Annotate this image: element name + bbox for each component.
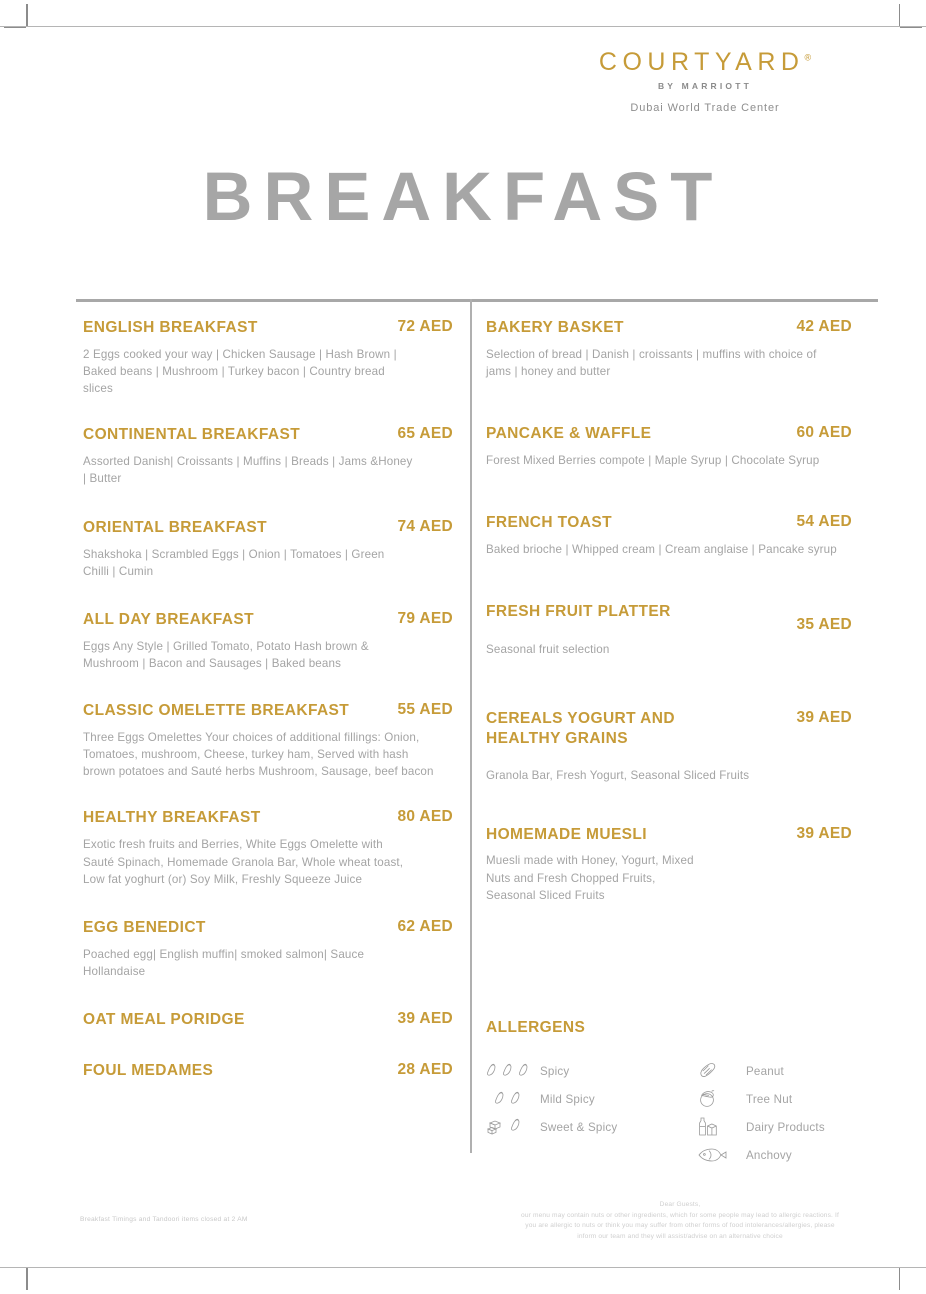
- allergens-column-right: [696, 1057, 876, 1169]
- menu-item-name: ENGLISH BREAKFAST: [83, 319, 258, 336]
- menu-item-price: 80 AED: [397, 808, 453, 826]
- allergen-label: Tree Nut: [746, 1092, 793, 1106]
- menu-item: [486, 318, 852, 380]
- menu-item-description: Eggs Any Style | Grilled Tomato, Potato Hash brown & Mushroom | Bacon and Sausages | Baked beans: [83, 639, 369, 670]
- allergen-label: Dairy Products: [746, 1120, 825, 1134]
- allergen-row: [696, 1085, 876, 1113]
- header-divider: [76, 299, 878, 302]
- menu-item-price: 62 AED: [397, 917, 453, 935]
- menu-item: [83, 1061, 453, 1082]
- allergen-row: [486, 1057, 696, 1085]
- disclaimer-line: you are allergic to nuts or think you may suffer from other forms of food intolerances/allergies, please: [525, 1222, 835, 1230]
- menu-item-header: [486, 318, 852, 339]
- menu-item-header: [486, 602, 852, 634]
- menu-item-price: 39 AED: [796, 824, 852, 842]
- menu-item-price: 60 AED: [796, 424, 852, 442]
- menu-item-description: Muesli made with Honey, Yogurt, Mixed Nuts and Fresh Chopped Fruits, Seasonal Sliced Fruits: [486, 854, 694, 902]
- menu-item-description: Forest Mixed Berries compote | Maple Syrup | Chocolate Syrup: [486, 454, 820, 468]
- sugar-chili-icon: [486, 1116, 540, 1138]
- brand-wordmark: [599, 48, 811, 77]
- menu-item-price: 35 AED: [796, 616, 852, 634]
- allergen-label: Spicy: [540, 1064, 570, 1078]
- page-edge-rule-bottom: [0, 1267, 926, 1268]
- disclaimer-line: Dear Guests,: [659, 1201, 701, 1208]
- disclaimer-line: inform our team and they will assist/advise on an alternative choice: [577, 1233, 783, 1241]
- crop-mark-bottom-left-v: [26, 1268, 28, 1290]
- menu-item-header: [486, 709, 852, 751]
- menu-item-description: Seasonal fruit selection: [486, 643, 610, 657]
- menu-item-header: [83, 610, 453, 631]
- acorn-icon: [696, 1088, 746, 1110]
- menu-item-price: 79 AED: [397, 609, 453, 627]
- menu-item-price: 65 AED: [397, 425, 453, 443]
- column-divider: [470, 299, 472, 1153]
- menu-item-price: 42 AED: [796, 318, 852, 335]
- menu-item-description: Three Eggs Omelettes Your choices of additional fillings: Onion, Tomatoes, mushroom, Cheese, turkey ham, Served with hash brown potatoes and Sauté herbs Mushroom, Sausage, beef bacon: [83, 731, 434, 779]
- menu-item-price: 74 AED: [397, 517, 453, 535]
- menu-item-name: FRESH FRUIT PLATTER: [486, 603, 671, 621]
- menu-item-description: Shakshoka | Scrambled Eggs | Onion | Tomatoes | Green Chilli | Cumin: [83, 547, 385, 578]
- menu-item-description: Exotic fresh fruits and Berries, White Eggs Omelette with Sauté Spinach, Homemade Granola Bar, Whole wheat toast, Low fat yoghurt (or) Soy Milk, Freshly Squeeze Juice: [83, 838, 404, 886]
- menu-item-header: [486, 825, 852, 846]
- menu-item-name: BAKERY BASKET: [486, 319, 624, 336]
- two-chili-icon: [486, 1089, 540, 1109]
- menu-item: [486, 825, 852, 904]
- menu-item-description: Poached egg| English muffin| smoked salmon| Sauce Hollandaise: [83, 947, 365, 978]
- peanut-icon: [696, 1060, 746, 1082]
- menu-item: [83, 808, 453, 887]
- allergen-row: [486, 1085, 696, 1113]
- milk-bottle-icon: [696, 1115, 746, 1139]
- menu-item-header: [83, 425, 453, 446]
- menu-item-header: [83, 808, 453, 829]
- crop-mark-bottom-right-v: [899, 1268, 901, 1290]
- brand-wordmark-text: COURTYARD: [598, 48, 805, 76]
- menu-item-name: ORIENTAL BREAKFAST: [83, 518, 268, 536]
- allergen-row: [696, 1141, 876, 1169]
- menu-item: [486, 513, 852, 558]
- menu-item-header: [83, 518, 453, 539]
- menu-item-price: 39 AED: [397, 1010, 453, 1028]
- menu-item-name: CEREALS YOGURT AND HEALTHY GRAINS: [486, 709, 675, 748]
- three-chili-icon: [486, 1061, 540, 1081]
- allergen-label: Sweet & Spicy: [540, 1120, 618, 1134]
- allergens-section: [486, 1019, 876, 1169]
- menu-item-name: OAT MEAL PORIDGE: [83, 1011, 245, 1029]
- menu-item-price: 28 AED: [397, 1061, 453, 1079]
- menu-item-price: 54 AED: [796, 513, 852, 531]
- menu-item-header: [486, 513, 852, 534]
- page-title: BREAKFAST: [202, 158, 724, 235]
- breakfast-timing-note: Breakfast Timings and Tandoori items closed at 2 AM: [80, 1216, 248, 1223]
- menu-item-name: PANCAKE & WAFFLE: [486, 425, 652, 443]
- brand-logo: [540, 48, 870, 114]
- menu-item: [486, 709, 852, 785]
- allergen-row: [696, 1057, 876, 1085]
- brand-byline: BY MARRIOTT: [657, 81, 753, 91]
- fish-icon: [696, 1145, 746, 1165]
- menu-item: [486, 602, 852, 658]
- menu-item-name: HEALTHY BREAKFAST: [83, 809, 261, 827]
- menu-item-name: ALL DAY BREAKFAST: [83, 610, 255, 628]
- menu-item: [486, 424, 852, 469]
- menu-item-header: [83, 918, 453, 939]
- allergen-label: Peanut: [746, 1064, 784, 1078]
- menu-item-header: [486, 424, 852, 445]
- menu-item-price: 55 AED: [397, 701, 453, 719]
- allergy-disclaimer: [470, 1200, 890, 1243]
- menu-item-description: Granola Bar, Fresh Yogurt, Seasonal Sliced Fruits: [486, 769, 750, 783]
- menu-item-description: 2 Eggs cooked your way | Chicken Sausage | Hash Brown | Baked beans | Mushroom | Turkey bacon | Country bread slices: [83, 347, 397, 396]
- disclaimer-line: our menu may contain nuts or other ingredients, which for some people may lead to allergic reactions. If: [521, 1211, 839, 1219]
- menu-item-name: FRENCH TOAST: [486, 514, 612, 532]
- menu-item-header: [83, 701, 453, 722]
- allergens-title: ALLERGENS: [486, 1019, 586, 1036]
- menu-item-name: FOUL MEDAMES: [83, 1062, 214, 1080]
- menu-column-right: [486, 318, 852, 904]
- menu-item-price: 72 AED: [397, 318, 453, 335]
- menu-item-header: [83, 1010, 453, 1031]
- menu-column-left: [83, 318, 453, 1082]
- allergen-label: Anchovy: [746, 1148, 792, 1162]
- menu-item: [83, 425, 453, 487]
- menu-item-header: [83, 318, 453, 339]
- menu-item: [83, 701, 453, 780]
- menu-item: [83, 1010, 453, 1031]
- allergens-grid: [486, 1057, 876, 1169]
- menu-item-description: Baked brioche | Whipped cream | Cream anglaise | Pancake syrup: [486, 543, 837, 557]
- menu-item-header: [83, 1061, 453, 1082]
- menu-item-description: Selection of bread | Danish | croissants | muffins with choice of jams | honey and butter: [486, 347, 817, 379]
- allergens-column-left: [486, 1057, 696, 1169]
- menu-item-description: Assorted Danish| Croissants | Muffins | Breads | Jams &Honey | Butter: [83, 455, 413, 486]
- crop-mark-top-left-v: [26, 4, 28, 26]
- crop-mark-top-right-v: [899, 4, 901, 26]
- menu-item: [83, 610, 453, 672]
- menu-item-name: HOMEMADE MUESLI: [486, 825, 647, 843]
- menu-item-price: 39 AED: [796, 708, 852, 726]
- allergen-row: [696, 1113, 876, 1141]
- menu-item: [83, 318, 453, 397]
- menu-item: [83, 518, 453, 580]
- menu-item-name: CONTINENTAL BREAKFAST: [83, 426, 301, 444]
- page-edge-rule-top: [0, 26, 926, 27]
- menu-item-name: EGG BENEDICT: [83, 918, 206, 936]
- menu-item: [83, 918, 453, 980]
- allergen-row: [486, 1113, 696, 1141]
- menu-item-name: CLASSIC OMELETTE BREAKFAST: [83, 702, 350, 720]
- registered-trademark-icon: ®: [804, 52, 812, 63]
- brand-property-name: Dubai World Trade Center: [630, 102, 780, 114]
- allergen-label: Mild Spicy: [540, 1092, 595, 1106]
